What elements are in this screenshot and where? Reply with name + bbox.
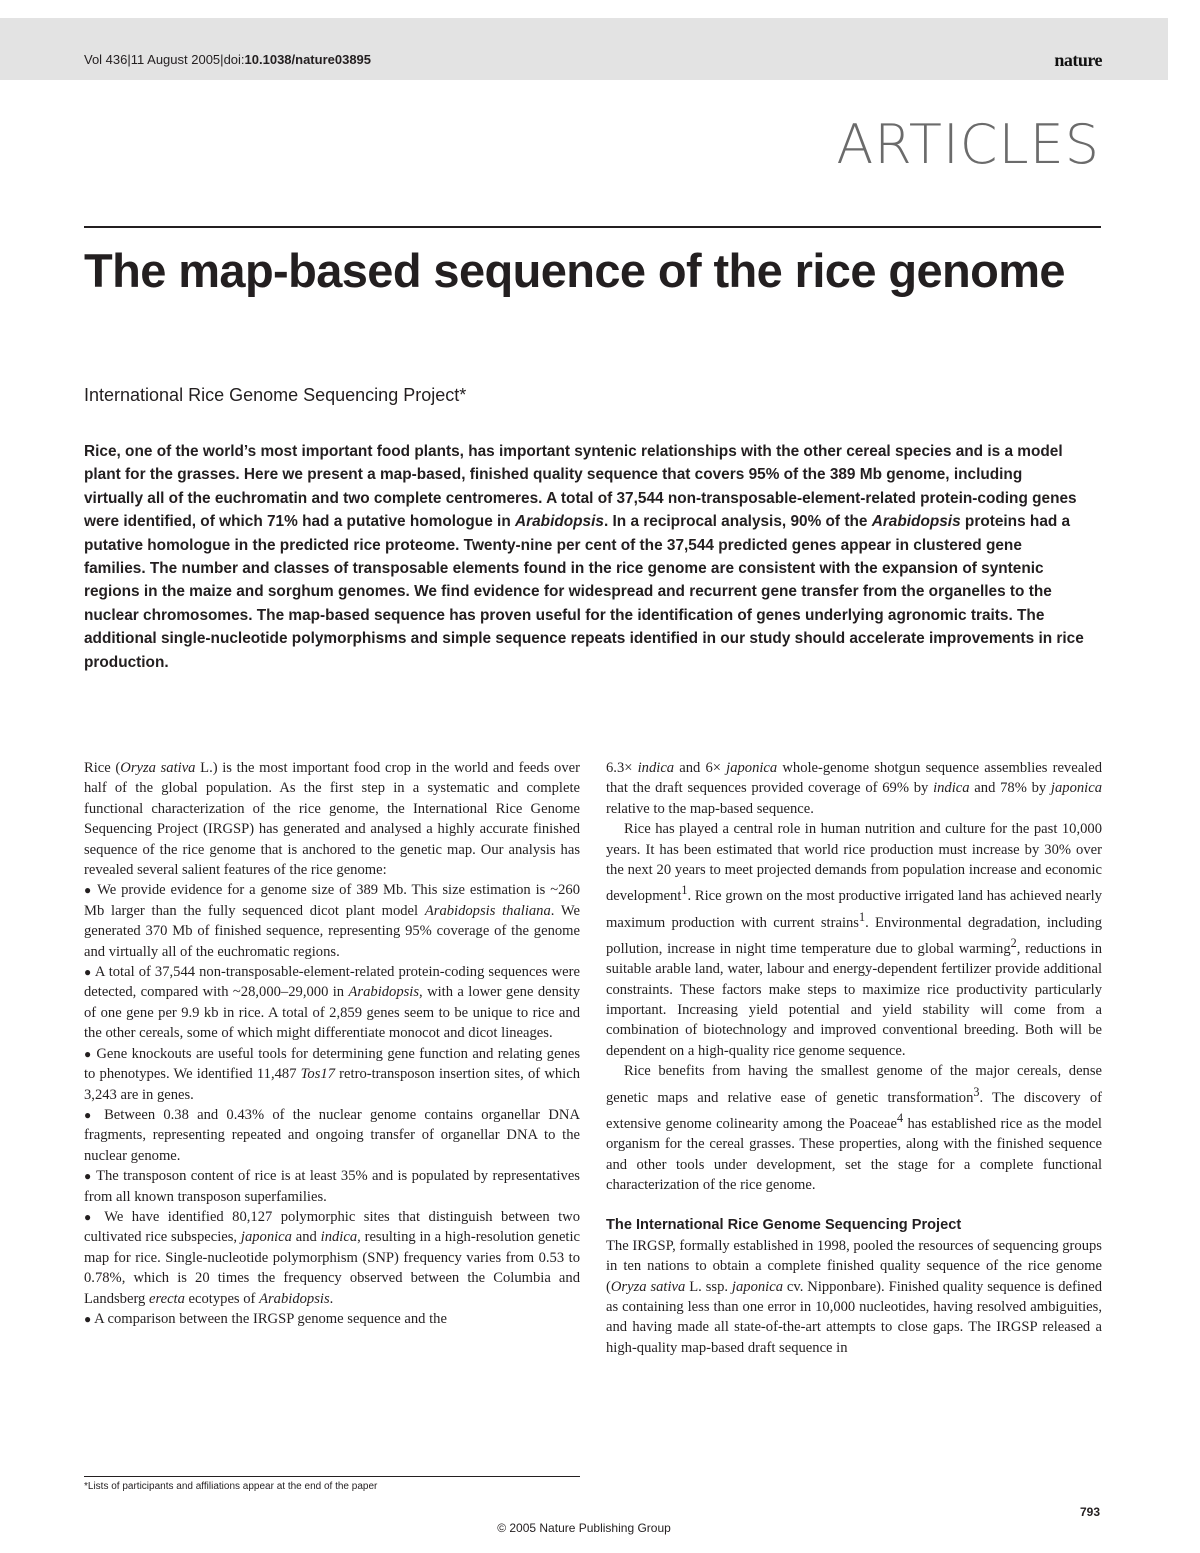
subspecies-name: japonica — [726, 760, 778, 776]
text: . Rice grown on the most productive irrigated land has achieved nearly maximum production with current strains — [606, 888, 1102, 931]
text: . We generated 370 Mb of finished sequence, representing 95% coverage of the genome and virtually all of the euchromatic regions. — [84, 902, 580, 960]
journal-logo: nature — [1054, 50, 1102, 70]
text: has established rice as the model organism for the cereal grasses. These properties, along with the finished sequence and other tools under development, set the stage for a complete functional characterization of the rice genome. — [606, 1115, 1102, 1194]
species-name: Oryza sativa — [120, 760, 196, 776]
text: Between 0.38 and 0.43% of the nuclear genome contains organellar DNA fragments, representing repeated and ongoing transfer of organellar DNA to the nuclear genome. — [84, 1106, 581, 1164]
body-column-left — [84, 758, 580, 1329]
bullet-item — [84, 1309, 580, 1329]
bullet-icon: ● — [84, 1046, 92, 1061]
article-authors: International Rice Genome Sequencing Project* — [84, 385, 467, 405]
bullet-icon: ● — [84, 883, 93, 898]
text: whole-genome shotgun sequence assemblies revealed that the draft sequences provided coverage of 69% by — [606, 760, 1102, 797]
body-column-right — [606, 758, 1102, 1358]
text: Rice benefits from having the smallest genome of the major cereals, dense genetic maps and relative ease of genetic transformation — [606, 1063, 1102, 1106]
bullet-icon: ● — [84, 1107, 96, 1122]
text: . The discovery of extensive genome colinearity among the Poaceae — [606, 1089, 1102, 1132]
species-name: Arabidopsis — [259, 1290, 330, 1307]
abstract-species: Arabidopsis — [871, 513, 961, 531]
text: . — [329, 1290, 334, 1307]
subspecies-name: indica — [320, 1229, 358, 1246]
body-paragraph — [606, 819, 1102, 1061]
abstract — [84, 440, 1084, 674]
body-paragraph — [606, 1236, 1102, 1358]
volume: Vol 436 — [84, 52, 128, 67]
reference-link[interactable]: 3 — [973, 1084, 980, 1099]
reference-link[interactable]: 2 — [1010, 935, 1017, 950]
text: . Environmental degradation, including pollution, increase in night time temperature due to global warming — [606, 914, 1103, 957]
doi-link[interactable]: 10.1038/nature03895 — [244, 52, 372, 67]
section-heading: The International Rice Genome Sequencing Project — [606, 1217, 962, 1234]
article-title: The map-based sequence of the rice genome — [84, 244, 1065, 297]
abstract-text: proteins had a putative homologue in the predicted rice proteome. Twenty-nine per cent of the 37,544 predicted genes appear in clustered gene families. The number and classes of transposable elements found in the rice genome are consistent with the expansion of syntenic regions in the maize and sorghum genomes. We find evidence for widespread and recurrent gene transfer from the organelles to the nuclear chromosomes. The map-based sequence has proven useful for the identification of genes underlying agronomic traits. The additional single-nucleotide polymorphisms and simple sequence repeats identified in our study should accelerate improvements in rice production. — [84, 513, 1084, 671]
ecotype-name: erecta — [148, 1290, 185, 1307]
copyright: © 2005 Nature Publishing Group — [497, 1521, 671, 1535]
footnote-rule — [84, 1476, 580, 1477]
intro-paragraph — [84, 758, 580, 880]
subspecies-name: indica — [637, 760, 675, 776]
text: Gene knockouts are useful tools for determining gene function and relating genes to phenotypes. We identified 11,487 — [84, 1045, 580, 1083]
bullet-icon: ● — [84, 1209, 97, 1224]
text: and 78% by — [969, 780, 1051, 797]
bullet-item — [84, 1207, 580, 1309]
section-label: ARTICLES — [836, 113, 1100, 176]
issue-date: 11 August 2005 — [130, 52, 221, 67]
text: L.) is the most important food crop in the world and feeds over half of the global population. As the first step in a systematic and complete functional characterization of the rice genome, the International Rice Genome Sequencing Project (IRGSP) has generated and analysed a highly accurate finished sequence of the rice genome that is anchored to the genetic map. Our analysis has revealed several salient features of the rice genome: — [84, 760, 580, 879]
text: A total of 37,544 non-transposable-element-related protein-coding sequences were detected, compared with ~28,000–29,000 in — [84, 964, 580, 1001]
page-number: 793 — [1079, 1505, 1100, 1519]
text: We provide evidence for a genome size of 389 Mb. This size estimation is ~260 Mb larger than the fully sequenced dicot plant model — [84, 882, 580, 919]
text: retro-transposon insertion sites, of which 3,243 are in genes. — [84, 1066, 580, 1103]
bullet-item — [84, 1166, 580, 1207]
continued-paragraph — [606, 758, 1102, 819]
subspecies-name: japonica — [731, 1278, 783, 1295]
species-name: Arabidopsis thaliana — [424, 902, 551, 919]
text: We have identified 80,127 polymorphic sites that distinguish between two cultivated rice subspecies, — [84, 1208, 581, 1246]
subspecies-name: japonica — [1050, 780, 1102, 797]
bullet-icon: ● — [84, 1311, 92, 1326]
text: Rice ( — [84, 760, 121, 776]
text: , with a lower gene density of one gene per 9.9 kb in rice. A total of 2,859 genes seem to be unique to rice and the other cereals, some of which might differentiate monocot and dicot lineages. — [84, 984, 580, 1042]
text: L. ssp. — [685, 1278, 732, 1295]
text: cv. Nipponbare). Finished quality sequence is defined as containing less than one error in 10,000 nucleotides, having resolved ambiguities, and having made all state-of-the-art attempts to close gaps. The IRGSP released a high-quality map-based draft sequence in — [606, 1278, 1103, 1356]
header-bar — [0, 18, 1168, 80]
reference-link[interactable]: 4 — [896, 1110, 904, 1125]
species-name: Oryza sativa — [610, 1278, 686, 1295]
subspecies-name: japonica — [240, 1229, 292, 1246]
doi-label: doi: — [223, 52, 245, 67]
text: relative to the map-based sequence. — [606, 800, 814, 817]
text: ecotypes of — [184, 1290, 260, 1307]
text: , resulting in a high-resolution genetic map for rice. Single-nucleotide polymorphism (SNP) frequency varies from 0.53 to 0.78%, which is 20 times the frequency observed between the Columbia and Landsberg — [84, 1229, 581, 1307]
bullet-item — [84, 880, 580, 962]
text: The IRGSP, formally established in 1998, pooled the resources of sequencing groups in ten nations to obtain a complete finished quality sequence of the rice genome ( — [606, 1237, 1102, 1295]
reference-link[interactable]: 1 — [681, 883, 688, 898]
reference-link[interactable]: 1 — [858, 909, 866, 924]
bullet-icon: ● — [84, 965, 92, 980]
header-meta — [84, 52, 371, 67]
separator: | — [127, 52, 131, 67]
title-rule — [84, 226, 1101, 228]
bullet-item — [84, 1105, 580, 1166]
abstract-text: . In a reciprocal analysis, 90% of the — [603, 513, 872, 531]
bullet-item — [84, 1044, 580, 1105]
separator: | — [220, 52, 224, 67]
text: The transposon content of rice is at least 35% and is populated by representatives from all known transposon superfamilies. — [84, 1168, 580, 1205]
abstract-text: Rice, one of the world’s most important food plants, has important syntenic relationships with the other cereal species and is a model plant for the grasses. Here we present a map-based, finished quality sequence that covers 95% of the 389 Mb genome, including virtually all of the euchromatin and two complete centromeres. A total of 37,544 non-transposable-element-related protein-coding genes were identified, of which 71% had a putative homologue in — [84, 443, 1077, 531]
text: 6.3× — [606, 760, 638, 776]
text: Rice has played a central role in human nutrition and culture for the past 10,000 years. It has been estimated that world rice production must increase by 30% over the next 20 years to meet projected demands from population increase and economic development — [606, 821, 1102, 905]
text: A comparison between the IRGSP genome sequence and the — [91, 1310, 447, 1327]
body-paragraph — [606, 1061, 1102, 1195]
species-name: Arabidopsis — [348, 984, 420, 1001]
footnote: *Lists of participants and affiliations appear at the end of the paper — [84, 1481, 378, 1492]
bullet-icon: ● — [84, 1169, 92, 1184]
text: and 6× — [674, 760, 727, 776]
subspecies-name: indica — [933, 780, 970, 797]
abstract-species: Arabidopsis — [515, 513, 604, 531]
text: , reductions in suitable arable land, water, labour and energy-dependent fertilizer provide additional constraints. These factors make steps to maximize rice productivity particularly important. Increasing yield potential and yield stability will come from a combination of biotechnology and improved conventional breeding. Both will be dependent on a high-quality rice genome sequence. — [606, 940, 1102, 1059]
text: and — [291, 1229, 321, 1246]
gene-name: Tos17 — [300, 1066, 336, 1083]
bullet-item — [84, 962, 580, 1044]
